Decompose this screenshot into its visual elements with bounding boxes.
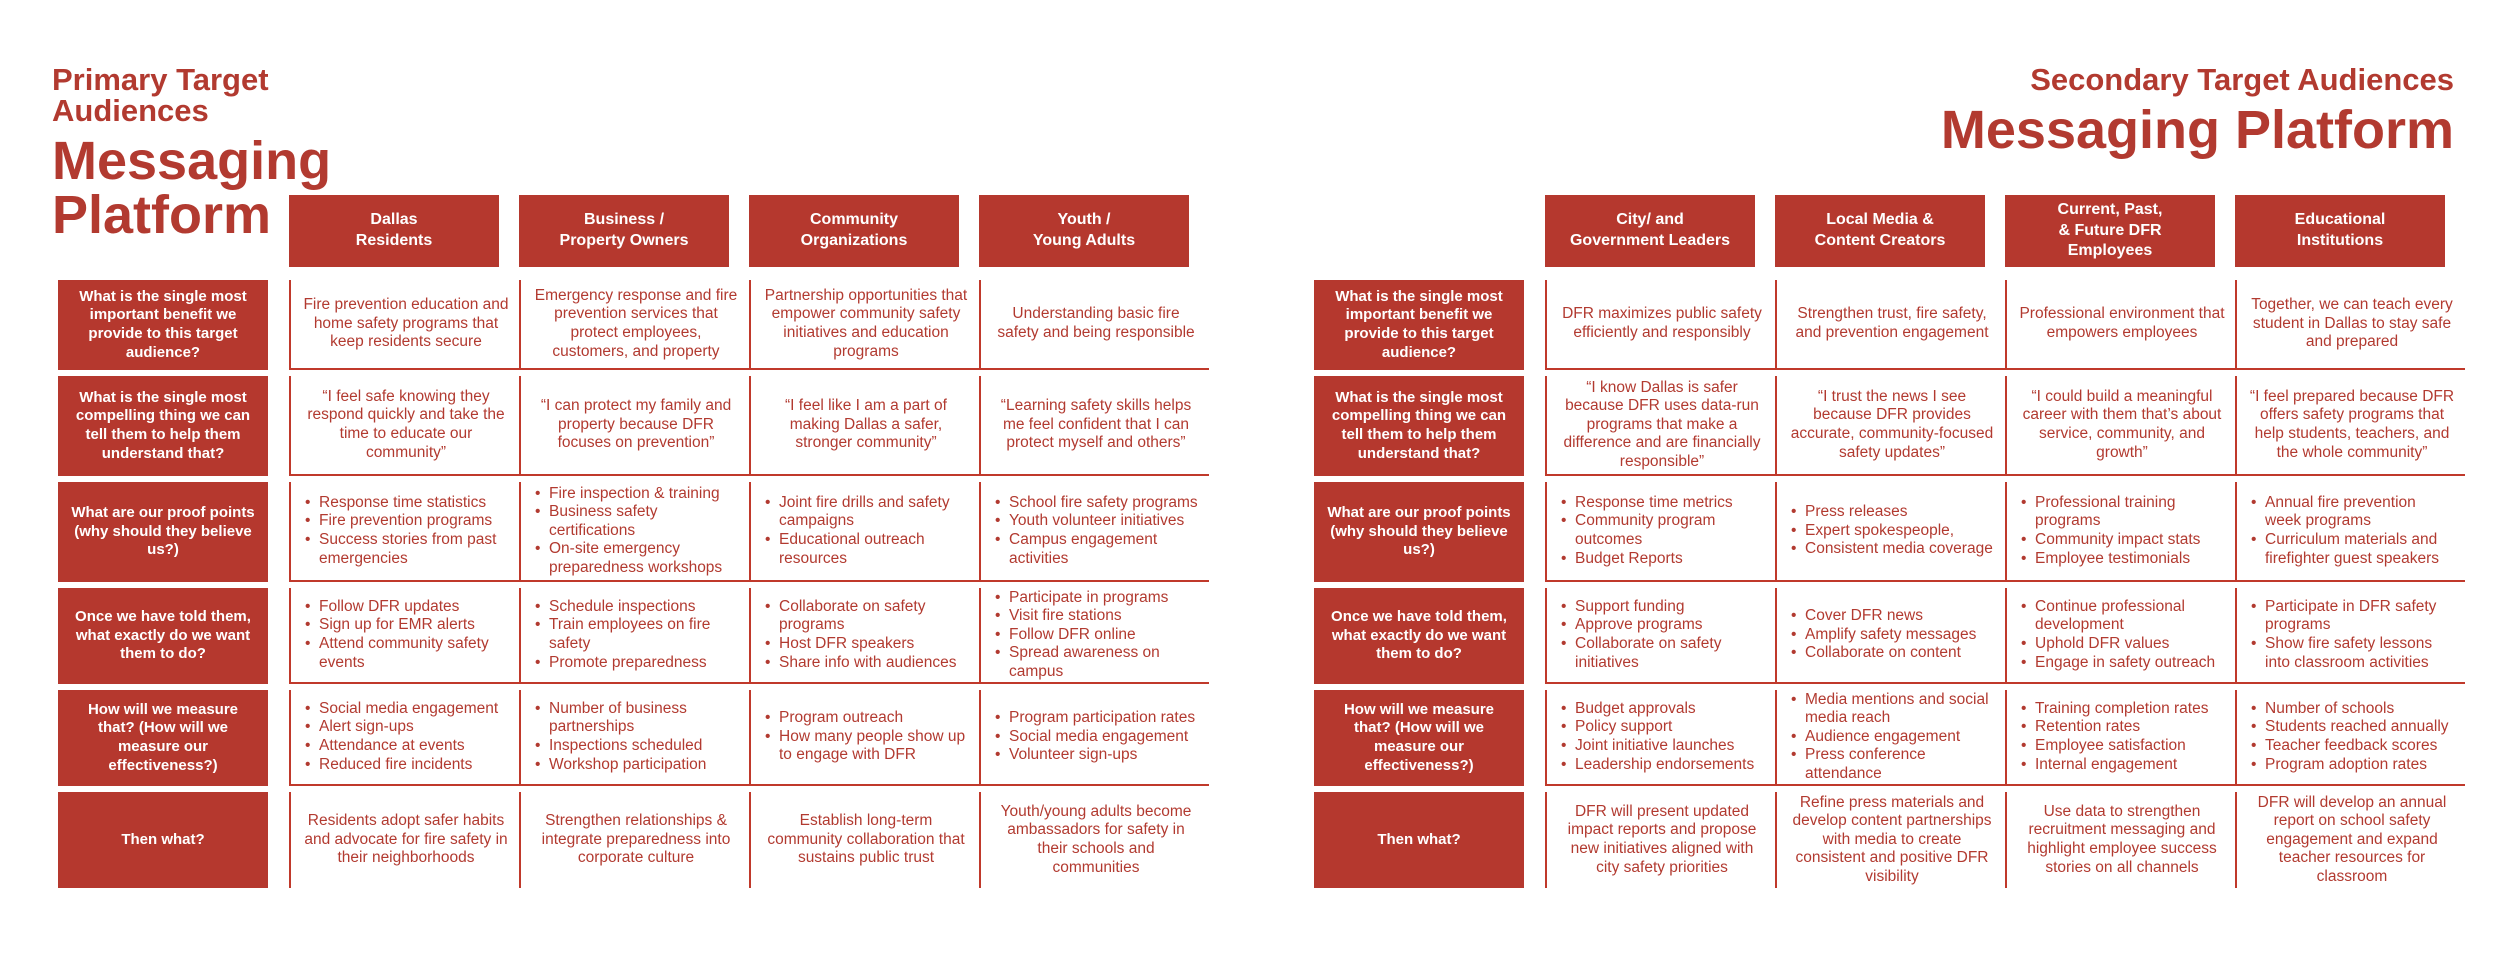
bullet-item: • Retention rates: [2019, 718, 2225, 737]
cell-text: “I feel safe knowing they respond quickly and take the time to educate our community”: [307, 387, 505, 461]
cell-text: “I feel prepared because DFR offers safety programs that help students, teachers, and the whole community”: [2249, 387, 2455, 461]
bullet-item: • Reduced fire incidents: [303, 756, 509, 775]
table-cell: [979, 792, 1209, 888]
table-row: [1314, 280, 2465, 376]
table-cell: [749, 482, 979, 582]
bullet-item: • Teacher feedback scores: [2249, 737, 2455, 756]
table-cell: [749, 588, 979, 684]
bullet-item: • Visit fire stations: [993, 607, 1199, 626]
bullet-item: • Press conference attendance: [1789, 746, 1995, 783]
column-header: Youth / Young Adults: [979, 195, 1189, 267]
bullet-item: • Program adoption rates: [2249, 756, 2455, 775]
cell-text: Emergency response and fire prevention services that protect employees, customers, and property: [534, 286, 738, 360]
bullet-item: • Curriculum materials and firefighter guest speakers: [2249, 531, 2455, 568]
bullet-list: [763, 494, 969, 568]
bullet-item: • Follow DFR updates: [303, 598, 509, 617]
bullet-item: • Participate in programs: [993, 589, 1199, 608]
table-row: [1314, 792, 2465, 894]
table-cell: [2005, 588, 2235, 684]
cell-text: Fire prevention education and home safety programs that keep residents secure: [303, 296, 509, 351]
table-cell: [979, 690, 1209, 786]
bullet-list: [533, 598, 739, 672]
table-row: [1314, 588, 2465, 690]
bullet-item: • Annual fire prevention week programs: [2249, 494, 2455, 531]
bullet-item: • Promote preparedness: [533, 654, 739, 673]
bullet-item: • Collaborate on safety initiatives: [1559, 635, 1765, 672]
table-cell: [1545, 588, 1775, 684]
bullet-list: [1559, 494, 1765, 568]
table-row: [58, 588, 1209, 690]
bullet-list: [303, 494, 509, 568]
bullet-list: [303, 598, 509, 672]
cell-text: “I know Dallas is safer because DFR uses data-run programs that make a difference and are financially responsible”: [1563, 378, 1761, 470]
column-header: Local Media & Content Creators: [1775, 195, 1985, 267]
table-cell: [749, 792, 979, 888]
bullet-item: • Program outreach: [763, 709, 969, 728]
bullet-item: • Follow DFR online: [993, 626, 1199, 645]
bullet-item: • On-site emergency preparedness workshops: [533, 540, 739, 577]
table-cell: [1545, 482, 1775, 582]
table-cell: [519, 690, 749, 786]
table-cell: [519, 280, 749, 370]
secondary-subtitle: Secondary Target Audiences: [2030, 62, 2454, 97]
bullet-item: • Attend community safety events: [303, 635, 509, 672]
bullet-item: • Inspections scheduled: [533, 737, 739, 756]
bullet-item: • Educational outreach resources: [763, 531, 969, 568]
cell-text: Partnership opportunities that empower community safety initiatives and education programs: [764, 286, 968, 360]
cell-text: Together, we can teach every student in Dallas to stay safe and prepared: [2251, 296, 2453, 351]
column-headers: [1545, 195, 2465, 267]
bullet-item: • How many people show up to engage with DFR: [763, 728, 969, 765]
bullet-list: [1559, 598, 1765, 672]
bullet-item: • Budget Reports: [1559, 550, 1765, 569]
bullet-item: • Response time statistics: [303, 494, 509, 513]
bullet-item: • Share info with audiences: [763, 654, 969, 673]
row-question-label: What is the single most important benefit we provide to this target audience?: [1314, 280, 1524, 370]
bullet-list: [2019, 700, 2225, 774]
bullet-list: [2019, 494, 2225, 568]
bullet-list: [2249, 494, 2455, 568]
row-question-label: Then what?: [1314, 792, 1524, 888]
table-row: [58, 690, 1209, 792]
row-question-label: Once we have told them, what exactly do we want them to do?: [1314, 588, 1524, 684]
cell-text: “I could build a meaningful career with them that’s about service, community, and growth”: [2022, 387, 2222, 461]
bullet-item: • Leadership endorsements: [1559, 756, 1765, 775]
bullet-item: • Collaborate on content: [1789, 644, 1995, 663]
table-cell: [749, 690, 979, 786]
bullet-item: • Train employees on fire safety: [533, 616, 739, 653]
bullet-item: • Business safety certifications: [533, 503, 739, 540]
bullet-list: [993, 709, 1199, 765]
column-header: City/ and Government Leaders: [1545, 195, 1755, 267]
bullet-item: • Approve programs: [1559, 616, 1765, 635]
table-cell: [749, 280, 979, 370]
cell-text: DFR will develop an annual report on school safety engagement and expand teacher resources for classroom: [2257, 793, 2447, 885]
cell-text: DFR maximizes public safety efficiently and responsibly: [1562, 305, 1762, 341]
cell-text: Strengthen trust, fire safety, and prevention engagement: [1795, 305, 1989, 341]
bullet-item: • Media mentions and social media reach: [1789, 691, 1995, 728]
table-cell: [1775, 792, 2005, 888]
table-cell: [519, 792, 749, 888]
table-row: [58, 280, 1209, 376]
table-cell: [979, 482, 1209, 582]
bullet-item: • Number of schools: [2249, 700, 2455, 719]
bullet-item: • Audience engagement: [1789, 728, 1995, 747]
bullet-item: • Press releases: [1789, 503, 1995, 522]
bullet-item: • Cover DFR news: [1789, 607, 1995, 626]
row-question-label: What is the single most compelling thing we can tell them to help them understand that?: [58, 376, 268, 476]
table-cell: [2235, 690, 2465, 786]
table-cell: [289, 792, 519, 888]
table-cell: [1545, 792, 1775, 888]
table-body: [1314, 280, 2465, 894]
bullet-item: • Spread awareness on campus: [993, 644, 1199, 681]
table-row: [58, 792, 1209, 894]
column-headers: [289, 195, 1209, 267]
cell-text: Professional environment that empowers employees: [2019, 305, 2225, 341]
table-cell: [519, 482, 749, 582]
bullet-item: • Fire prevention programs: [303, 512, 509, 531]
table-cell: [2235, 588, 2465, 684]
row-question-label: What is the single most compelling thing we can tell them to help them understand that?: [1314, 376, 1524, 476]
table-cell: [2005, 482, 2235, 582]
bullet-item: • Attendance at events: [303, 737, 509, 756]
column-header: Current, Past, & Future DFR Employees: [2005, 195, 2215, 267]
bullet-item: • Collaborate on safety programs: [763, 598, 969, 635]
table-cell: [1545, 280, 1775, 370]
table-row: [58, 482, 1209, 588]
bullet-list: [1789, 691, 1995, 784]
bullet-item: • Policy support: [1559, 718, 1765, 737]
table-body: [58, 280, 1209, 894]
bullet-item: • Professional training programs: [2019, 494, 2225, 531]
bullet-item: • Internal engagement: [2019, 756, 2225, 775]
bullet-list: [1789, 607, 1995, 663]
cell-text: Use data to strengthen recruitment messaging and highlight employee success stories on all channels: [2027, 802, 2217, 876]
bullet-item: • Response time metrics: [1559, 494, 1765, 513]
cell-text: Understanding basic fire safety and being responsible: [997, 305, 1195, 341]
bullet-item: • Continue professional development: [2019, 598, 2225, 635]
bullet-item: • Host DFR speakers: [763, 635, 969, 654]
column-header: Business / Property Owners: [519, 195, 729, 267]
table-row: [58, 376, 1209, 482]
table-cell: [2235, 482, 2465, 582]
column-header: Dallas Residents: [289, 195, 499, 267]
bullet-item: • Schedule inspections: [533, 598, 739, 617]
table-cell: [289, 280, 519, 370]
cell-text: DFR will present updated impact reports and propose new initiatives aligned with city safety priorities: [1567, 802, 1757, 876]
bullet-item: • Amplify safety messages: [1789, 626, 1995, 645]
bullet-list: [763, 598, 969, 672]
cell-text: “I feel like I am a part of making Dallas a safer, stronger community”: [785, 397, 947, 452]
table-cell: [289, 588, 519, 684]
bullet-item: • Campus engagement activities: [993, 531, 1199, 568]
bullet-list: [763, 709, 969, 765]
table-cell: [1545, 376, 1775, 476]
row-question-label: How will we measure that? (How will we measure our effectiveness?): [1314, 690, 1524, 786]
bullet-item: • Fire inspection & training: [533, 485, 739, 504]
table-row: [1314, 482, 2465, 588]
table-cell: [979, 376, 1209, 476]
bullet-item: • Engage in safety outreach: [2019, 654, 2225, 673]
secondary-title: Messaging Platform: [1940, 100, 2454, 160]
cell-text: Strengthen relationships & integrate preparedness into corporate culture: [541, 812, 731, 867]
row-question-label: Then what?: [58, 792, 268, 888]
column-header: Community Organizations: [749, 195, 959, 267]
row-question-label: How will we measure that? (How will we measure our effectiveness?): [58, 690, 268, 786]
bullet-item: • Show fire safety lessons into classroom activities: [2249, 635, 2455, 672]
bullet-item: • Community impact stats: [2019, 531, 2225, 550]
table-cell: [2005, 690, 2235, 786]
bullet-item: • Number of business partnerships: [533, 700, 739, 737]
cell-text: Establish long-term community collaboration that sustains public trust: [767, 812, 965, 867]
bullet-item: • Employee satisfaction: [2019, 737, 2225, 756]
bullet-item: • Success stories from past emergencies: [303, 531, 509, 568]
bullet-list: [2019, 598, 2225, 672]
bullet-item: • Expert spokespeople,: [1789, 522, 1995, 541]
table-cell: [2005, 280, 2235, 370]
table-cell: [1775, 376, 2005, 476]
table-cell: [1775, 588, 2005, 684]
bullet-item: • Joint fire drills and safety campaigns: [763, 494, 969, 531]
table-cell: [2005, 376, 2235, 476]
bullet-list: [2249, 700, 2455, 774]
row-question-label: What are our proof points (why should they believe us?): [1314, 482, 1524, 582]
bullet-item: • Budget approvals: [1559, 700, 1765, 719]
bullet-item: • Youth volunteer initiatives: [993, 512, 1199, 531]
bullet-item: • Community program outcomes: [1559, 512, 1765, 549]
bullet-item: • Alert sign-ups: [303, 718, 509, 737]
row-question-label: Once we have told them, what exactly do we want them to do?: [58, 588, 268, 684]
bullet-item: • School fire safety programs: [993, 494, 1199, 513]
table-cell: [749, 376, 979, 476]
bullet-item: • Consistent media coverage: [1789, 540, 1995, 559]
bullet-item: • Social media engagement: [303, 700, 509, 719]
bullet-item: • Employee testimonials: [2019, 550, 2225, 569]
table-cell: [1775, 280, 2005, 370]
table-cell: [979, 588, 1209, 684]
column-header: Educational Institutions: [2235, 195, 2445, 267]
bullet-item: • Program participation rates: [993, 709, 1199, 728]
secondary-header: [1940, 62, 2454, 160]
bullet-list: [533, 485, 739, 578]
table-cell: [519, 376, 749, 476]
bullet-item: • Sign up for EMR alerts: [303, 616, 509, 635]
bullet-item: • Joint initiative launches: [1559, 737, 1765, 756]
bullet-item: • Volunteer sign-ups: [993, 746, 1199, 765]
bullet-item: • Training completion rates: [2019, 700, 2225, 719]
table-row: [1314, 376, 2465, 482]
cell-text: “I can protect my family and property because DFR focuses on prevention”: [540, 397, 732, 452]
table-cell: [979, 280, 1209, 370]
table-cell: [1775, 690, 2005, 786]
cell-text: “I trust the news I see because DFR provides accurate, community-focused safety updates”: [1790, 387, 1994, 461]
table-cell: [289, 482, 519, 582]
cell-text: Residents adopt safer habits and advocate for fire safety in their neighborhoods: [304, 812, 508, 867]
table-cell: [2235, 792, 2465, 888]
bullet-item: • Participate in DFR safety programs: [2249, 598, 2455, 635]
bullet-list: [993, 589, 1199, 682]
bullet-list: [1559, 700, 1765, 774]
primary-title: Messaging Platform: [52, 131, 332, 245]
row-question-label: What is the single most important benefit we provide to this target audience?: [58, 280, 268, 370]
table-cell: [1545, 690, 1775, 786]
primary-subtitle: Primary Target Audiences: [52, 62, 269, 128]
bullet-list: [303, 700, 509, 774]
bullet-item: • Students reached annually: [2249, 718, 2455, 737]
cell-text: “Learning safety skills helps me feel confident that I can protect myself and others”: [1000, 397, 1192, 452]
bullet-item: • Support funding: [1559, 598, 1765, 617]
cell-text: Refine press materials and develop content partnerships with media to create consistent and positive DFR visibility: [1792, 793, 1992, 885]
table-cell: [2235, 280, 2465, 370]
bullet-list: [993, 494, 1199, 568]
row-question-label: What are our proof points (why should they believe us?): [58, 482, 268, 582]
bullet-list: [533, 700, 739, 774]
table-cell: [2005, 792, 2235, 888]
table-cell: [1775, 482, 2005, 582]
bullet-item: • Social media engagement: [993, 728, 1199, 747]
bullet-item: • Uphold DFR values: [2019, 635, 2225, 654]
table-row: [1314, 690, 2465, 792]
table-cell: [2235, 376, 2465, 476]
table-cell: [519, 588, 749, 684]
bullet-list: [1789, 503, 1995, 559]
table-cell: [289, 690, 519, 786]
bullet-item: • Workshop participation: [533, 756, 739, 775]
bullet-list: [2249, 598, 2455, 672]
cell-text: Youth/young adults become ambassadors for safety in their schools and communities: [1000, 802, 1192, 876]
table-cell: [289, 376, 519, 476]
